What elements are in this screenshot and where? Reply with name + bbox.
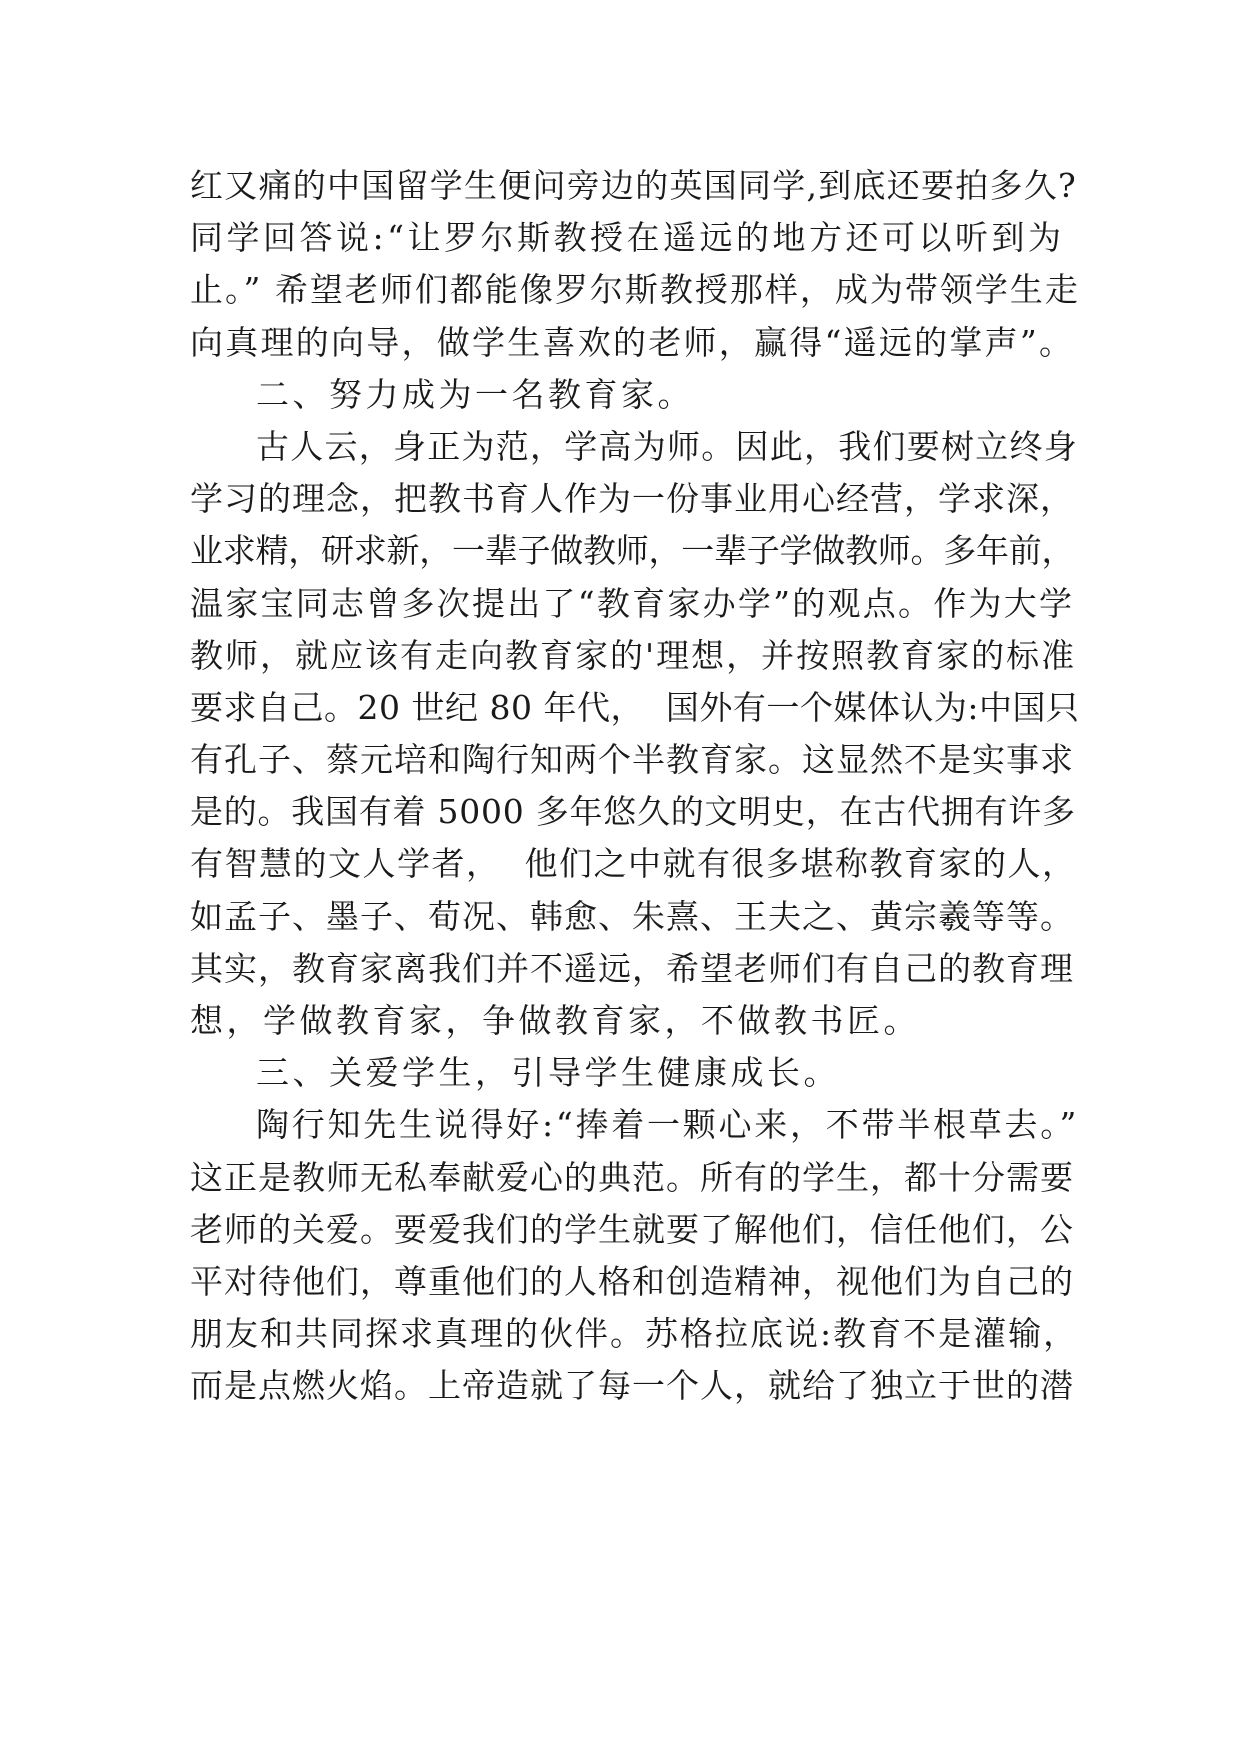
text-line: 三、关爱学生，引导学生健康成长。 bbox=[256, 1053, 840, 1093]
text-line: 而是点燃火焰。上帝造就了每一个人，就给了独立于世的潜 bbox=[190, 1366, 1074, 1406]
text-line: 温家宝同志曾多次提出了“教育家办学”的观点。作为大学 bbox=[190, 583, 1075, 623]
text-line: 有孔子、蔡元培和陶行知两个半教育家。这显然不是实事求 bbox=[190, 740, 1074, 780]
text-line: 业求精，研求新，一辈子做教师，一辈子学做教师。多年前， bbox=[190, 531, 1075, 571]
text-line: 陶行知先生说得好:“捧着一颗心来，不带半根草去。” bbox=[256, 1105, 1080, 1145]
text-line: 如孟子、墨子、荀况、韩愈、朱熹、王夫之、黄宗羲等等。 bbox=[190, 896, 1074, 936]
text-line: 是的。我国有着 5000 多年悠久的文明史，在古代拥有许多 bbox=[190, 792, 1076, 832]
text-line: 古人云，身正为范，学高为师。因此，我们要树立终身 bbox=[256, 426, 1078, 466]
text-line: 向真理的向导，做学生喜欢的老师，赢得“遥远的掌声”。 bbox=[190, 322, 1075, 362]
text-line: 平对待他们，尊重他们的人格和创造精神，视他们为自己的 bbox=[190, 1261, 1074, 1301]
body-text bbox=[190, 160, 1080, 1413]
text-line: 要求自己。20 世纪 80 年代， 国外有一个媒体认为:中国只 bbox=[190, 687, 1080, 727]
text-line: 止。” 希望老师们都能像罗尔斯教授那样，成为带领学生走 bbox=[190, 270, 1080, 310]
text-line: 老师的关爱。要爱我们的学生就要了解他们，信任他们，公 bbox=[190, 1209, 1074, 1249]
text-line: 这正是教师无私奉献爱心的典范。所有的学生，都十分需要 bbox=[190, 1157, 1074, 1197]
text-line: 教师，就应该有走向教育家的'理想，并按照教育家的标准 bbox=[190, 635, 1077, 675]
text-line: 有智慧的文人学者， 他们之中就有很多堪称教育家的人， bbox=[190, 844, 1077, 884]
text-line: 二、努力成为一名教育家。 bbox=[256, 374, 694, 414]
text-line: 同学回答说:“让罗尔斯教授在遥远的地方还可以听到为 bbox=[190, 218, 1065, 258]
text-line: 学习的理念，把教书育人作为一份事业用心经营，学求深， bbox=[190, 479, 1074, 519]
text-line: 红又痛的中国留学生便问旁边的英国同学,到底还要拍多久? bbox=[190, 166, 1077, 205]
text-line: 朋友和共同探求真理的伙伴。苏格拉底说:教育不是灌输， bbox=[190, 1314, 1079, 1354]
text-line: 其实，教育家离我们并不遥远，希望老师们有自己的教育理 bbox=[190, 948, 1074, 988]
text-line: 想，学做教育家，争做教育家，不做教书匠。 bbox=[190, 1001, 920, 1040]
